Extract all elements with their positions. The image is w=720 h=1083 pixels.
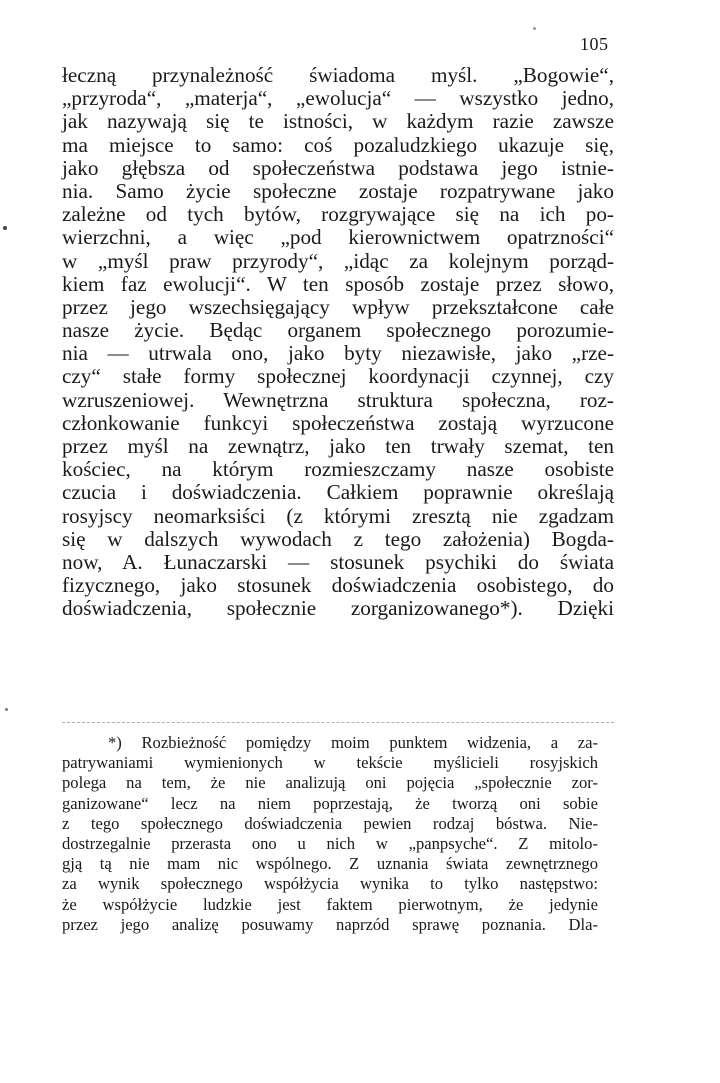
main-text-line: łeczną przynależność świadoma myśl. „Bogowie“, [62,63,614,87]
scan-speck [533,27,536,30]
main-text-line: zależne od tych bytów, rozgrywające się na ich po- [62,202,614,227]
footnote-line: polega na tem, że nie analizują oni pojęcia „społecznie zor- [62,773,598,793]
scan-speck [5,708,8,711]
main-text-line: przez myśl na zewnątrz, jako ten trwały szemat, ten [62,434,614,458]
footnote-line: patrywaniami wymienionych w tekście myślicieli rosyjskich [62,753,598,773]
main-text-line: kiem faz ewolucji“. W ten sposób zostaje przez słowo, [62,271,614,296]
footnote-line: dostrzegalnie przerasta ono u nich w „panpsyche“. Z mitolo- [62,833,598,853]
main-text-line: czucia i doświadczenia. Całkiem poprawnie określają [62,480,614,505]
main-text-line: nasze życie. Będąc organem społecznego porozumie- [62,318,614,343]
main-text-line: kościec, na którym rozmieszczamy nasze osobiste [62,457,614,482]
footnote-line: gją tą nie mam nic wspólnego. Z uznania świata zewnętrznego [62,854,598,874]
footnote-line: z tego społecznego doświadczenia pewien rodzaj bóstwa. Nie- [62,813,598,833]
main-text-line: ma miejsce to samo: coś pozaludzkiego ukazuje się, [62,132,614,157]
main-text-line: „przyroda“, „materja“, „ewolucja“ — wszystko jedno, [62,86,614,111]
scan-speck [3,226,7,230]
main-text-line: przez jego wszechsięgający wpływ przekształcone całe [62,294,614,319]
footnote-line: *) Rozbieżność pomiędzy moim punktem widzenia, a za- [108,733,598,752]
main-text-line: rosyjscy neomarksiści (z którymi zresztą nie zgadzam [62,503,614,528]
main-text-line: doświadczenia, społecznie zorganizowanego*). Dzięki [62,596,614,621]
main-text-block [62,64,614,621]
footnote-block [62,733,598,935]
main-text-line: w „myśl praw przyrody“, „idąc za kolejnym porząd- [62,248,614,273]
footnote-line: przez jego analizę posuwamy naprzód sprawę poznania. Dla- [62,914,598,934]
main-text-line: nia — utrwala ono, jako byty niezawisłe, jako „rze- [62,341,614,366]
main-text-line: fizycznego, jako stosunek doświadczenia osobistego, do [62,573,614,598]
main-text-line: się w dalszych wywodach z tego założenia) Bogda- [62,526,614,551]
footnote-line: ganizowane“ lecz na niem poprzestają, że tworzą oni sobie [62,793,598,813]
main-text-line: jako głębsza od społeczeństwa podstawa jego istnie- [62,155,614,180]
main-text-line: wzruszeniowej. Wewnętrzna struktura społeczna, roz- [62,387,614,412]
footnote-line: że współżycie ludzkie jest faktem pierwotnym, że jedynie [62,894,598,914]
main-text-line: jak nazywają się te istności, w każdym razie zawsze [62,109,614,134]
main-text-line: czy“ stałe formy społecznej koordynacji czynnej, czy [62,364,614,389]
main-text-line: wierzchni, a więc „pod kierownictwem opatrzności“ [62,225,614,250]
footnote-divider [62,722,614,723]
main-text-line: now, A. Łunaczarski — stosunek psychiki do świata [62,549,614,574]
footnote-line: za wynik społecznego współżycia wynika to tylko następstwo: [62,874,598,894]
main-text-line: nia. Samo życie społeczne zostaje rozpatrywane jako [62,178,614,203]
page-number: 105 [580,34,609,54]
main-text-line: członkowanie funkcyi społeczeństwa zostają wyrzucone [62,410,614,435]
